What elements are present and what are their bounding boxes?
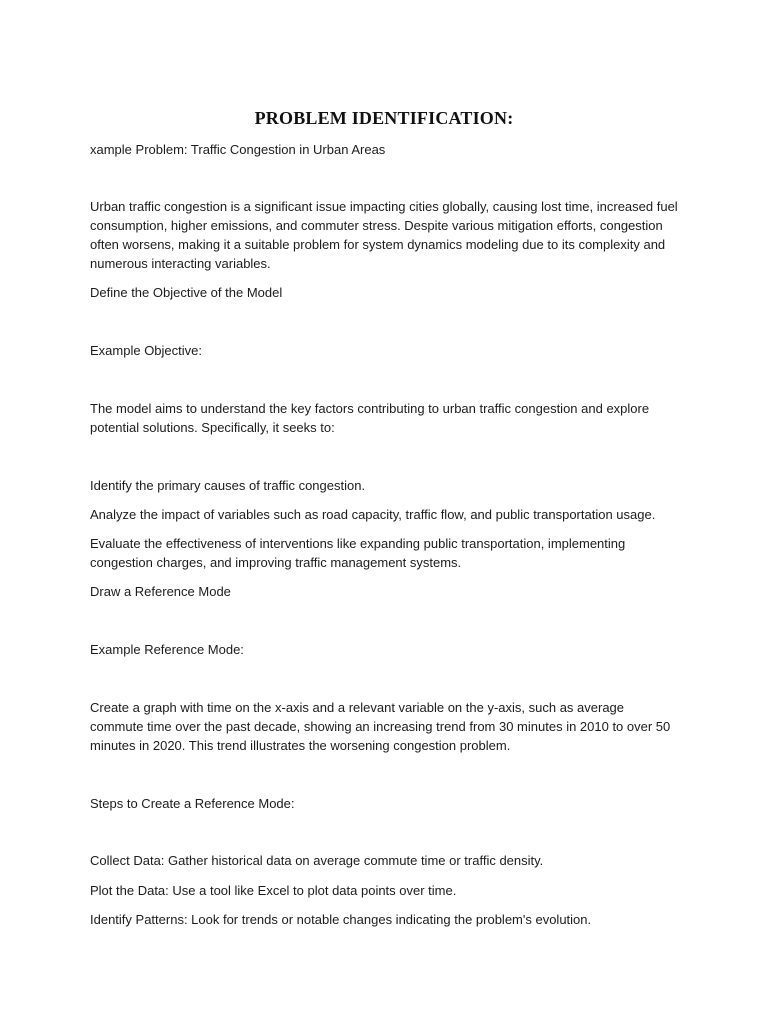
objective-item-1: Identify the primary causes of traffic congestion.: [90, 478, 366, 493]
objective-heading: Define the Objective of the Model: [90, 285, 283, 300]
objective-item-3: Evaluate the effectiveness of interventions like expanding public transportation, implementing congestion charges, and improving traffic management systems.: [90, 536, 626, 570]
objective-description: The model aims to understand the key factors contributing to urban traffic congestion and explore potential solutions. Specifically, it seeks to:: [90, 401, 650, 435]
reference-mode-description: Create a graph with time on the x-axis and a relevant variable on the y-axis, such as average commute time over the past decade, showing an increasing trend from 30 minutes in 2010 to over 50 minutes in 2020. This trend illustrates the worsening congestion problem.: [90, 700, 671, 753]
example-objective-label: Example Objective:: [90, 343, 202, 358]
document-title: PROBLEM IDENTIFICATION:: [254, 108, 514, 128]
problem-heading: xample Problem: Traffic Congestion in Urban Areas: [90, 142, 386, 157]
reference-mode-heading: Draw a Reference Mode: [90, 584, 231, 599]
step-collect-data: Collect Data: Gather historical data on average commute time or traffic density.: [90, 853, 544, 868]
objective-item-2: Analyze the impact of variables such as road capacity, traffic flow, and public transportation usage.: [90, 507, 656, 522]
example-reference-mode-label: Example Reference Mode:: [90, 642, 244, 657]
step-plot-data: Plot the Data: Use a tool like Excel to plot data points over time.: [90, 883, 457, 898]
steps-heading: Steps to Create a Reference Mode:: [90, 796, 295, 811]
problem-description: Urban traffic congestion is a significant issue impacting cities globally, causing lost time, increased fuel consumption, higher emissions, and commuter stress. Despite various mitigation efforts, congestion often worsens, making it a suitable problem for system dynamics modeling due to its complexity and numerous interacting variables.: [90, 199, 678, 271]
step-identify-patterns: Identify Patterns: Look for trends or notable changes indicating the problem's evolution.: [90, 912, 592, 927]
